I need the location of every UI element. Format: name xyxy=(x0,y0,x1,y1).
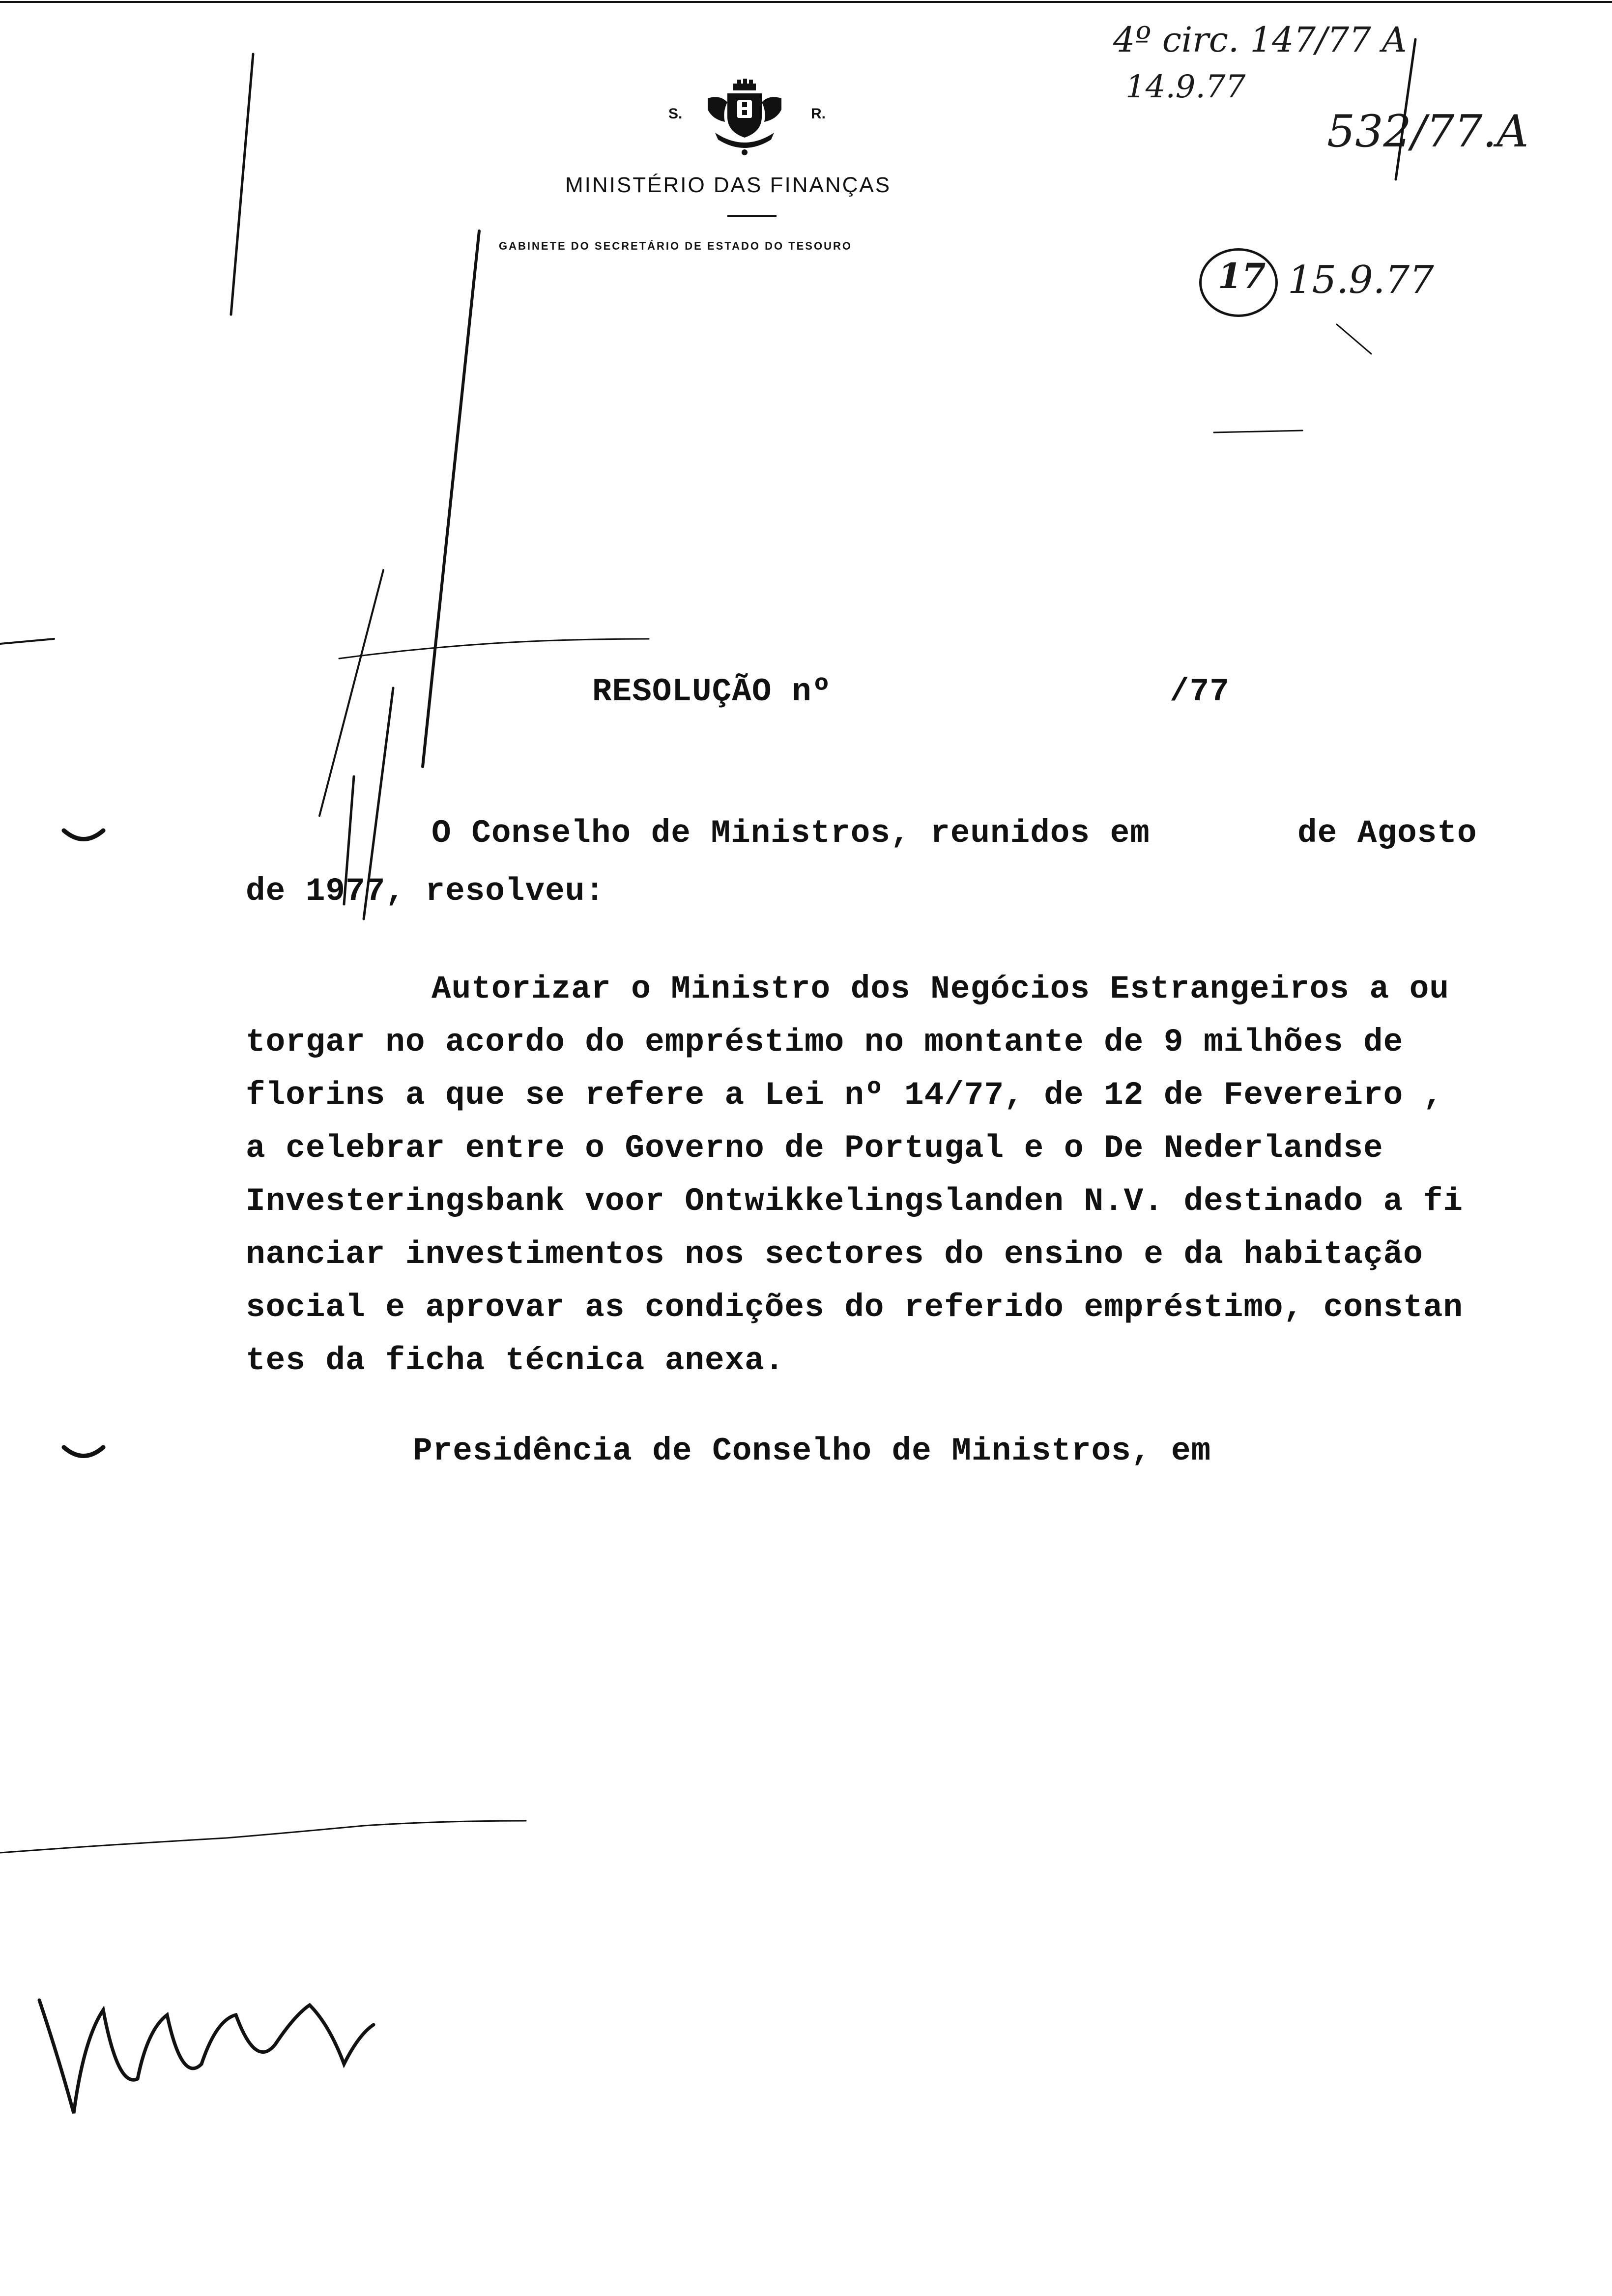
body-line-2: torgar no acordo do empréstimo no montante de 9 milhões de xyxy=(246,1024,1404,1061)
resolution-number: /77 xyxy=(1170,673,1230,710)
annotation-reference: 532/77.A xyxy=(1327,106,1529,157)
body-line-3: florins a que se refere a Lei nº 14/77, de 12 de Fevereiro , xyxy=(246,1077,1443,1114)
ministry-name: MINISTÉRIO DAS FINANÇAS xyxy=(565,173,892,197)
body-line-1: Autorizar o Ministro dos Negócios Estrangeiros a ou xyxy=(432,971,1449,1007)
emblem-left-letter: S. xyxy=(668,106,683,122)
body-line-5: Investeringsbank voor Ontwikkelingslanden N.V. destinado a fi xyxy=(246,1183,1463,1220)
resolution-title: RESOLUÇÃO nº xyxy=(592,673,832,710)
annotation-circled-number: 17 xyxy=(1218,256,1266,296)
annotation-date-1: 14.9.77 xyxy=(1125,69,1246,105)
emblem-right-letter: R. xyxy=(811,106,826,122)
intro-line-1a: O Conselho de Ministros, reunidos em xyxy=(432,815,1150,852)
body-line-6: nanciar investimentos nos sectores do ensino e da habitação xyxy=(246,1236,1423,1273)
body-line-7: social e aprovar as condições do referido empréstimo, constan xyxy=(246,1289,1463,1326)
intro-line-2: de 1977, resolveu: xyxy=(246,873,605,910)
intro-line-1b: de Agosto xyxy=(1297,815,1477,852)
closing-line: Presidência de Conselho de Ministros, em xyxy=(413,1433,1211,1469)
body-line-4: a celebrar entre o Governo de Portugal e o De Nederlandse xyxy=(246,1130,1383,1167)
annotation-circular: 4º circ. 147/77 A xyxy=(1113,20,1407,60)
office-name: GABINETE DO SECRETÁRIO DE ESTADO DO TESOURO xyxy=(499,240,852,252)
body-line-8: tes da ficha técnica anexa. xyxy=(246,1342,785,1379)
annotation-date-2: 15.9.77 xyxy=(1288,258,1434,302)
